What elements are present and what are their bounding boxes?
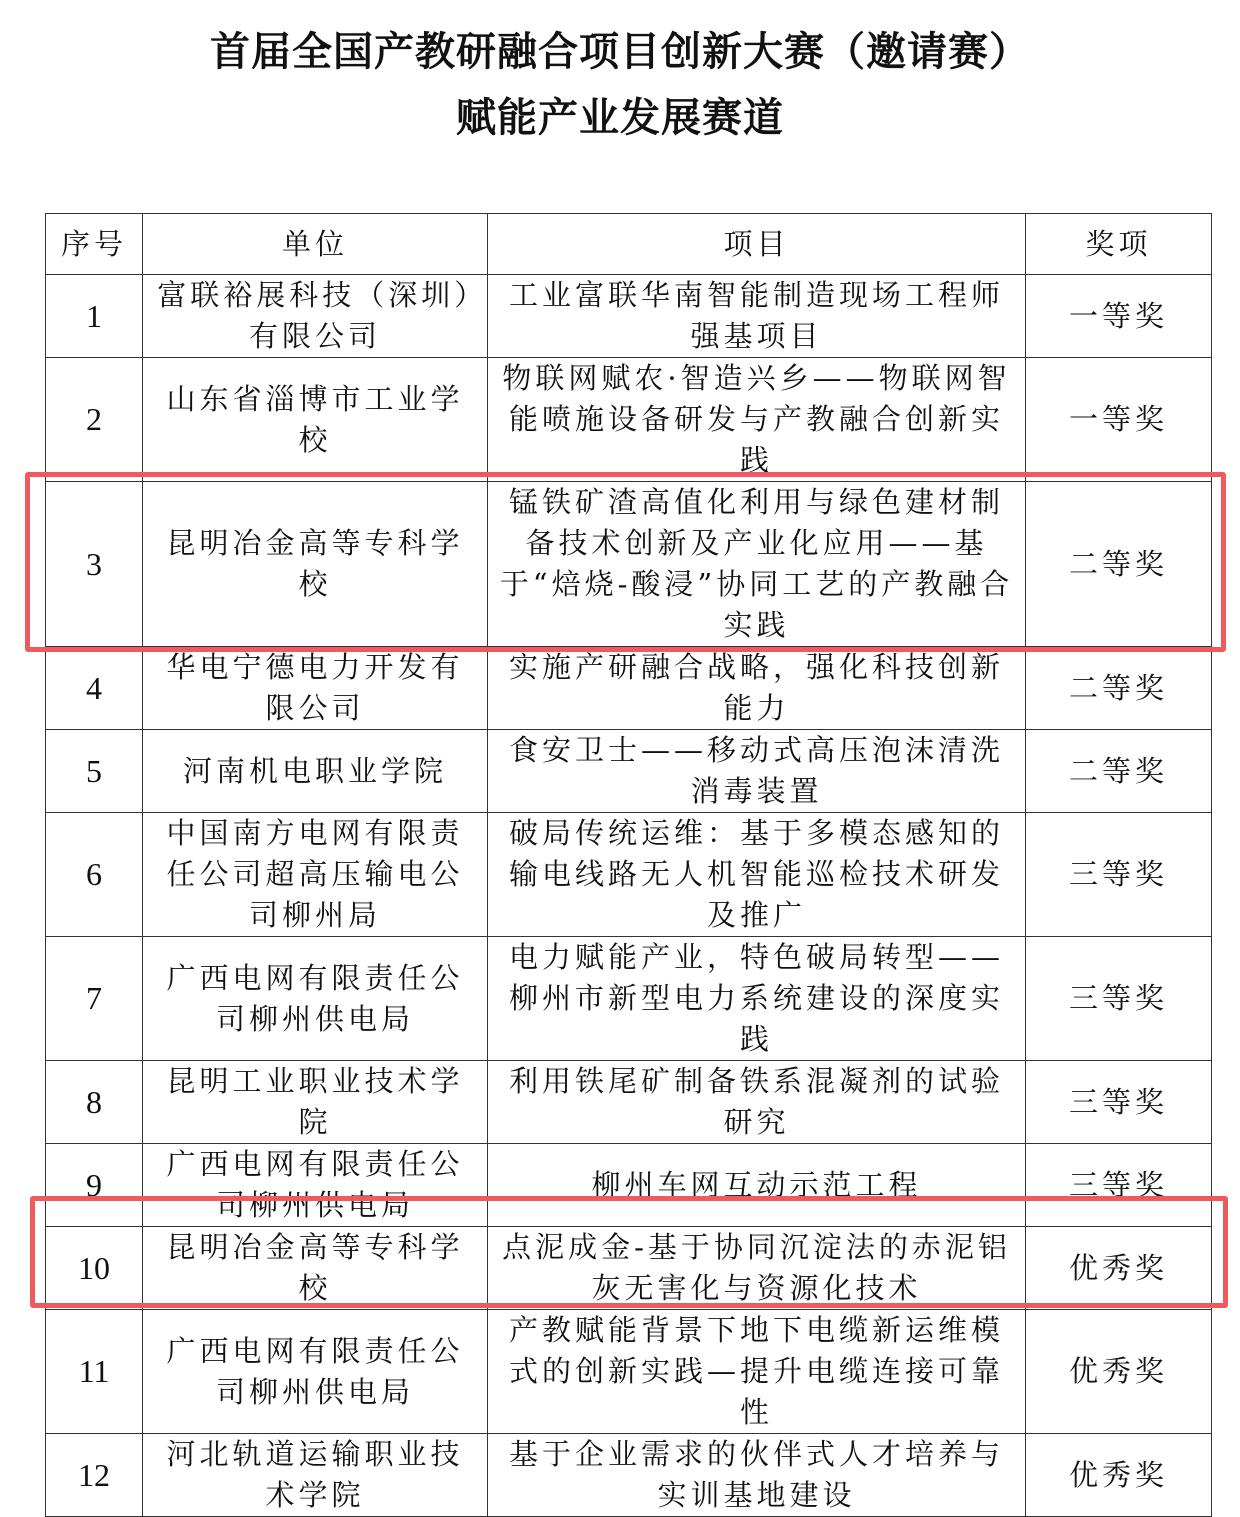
cell-project: 基于企业需求的伙伴式人才培养与实训基地建设 [488,1434,1026,1517]
cell-project: 利用铁尾矿制备铁系混凝剂的试验研究 [488,1061,1026,1144]
award-table [45,213,1212,1517]
cell-unit: 昆明冶金高等专科学校 [143,1227,488,1310]
cell-unit: 山东省淄博市工业学校 [143,358,488,482]
cell-unit: 昆明冶金高等专科学校 [143,482,488,647]
cell-project: 工业富联华南智能制造现场工程师强基项目 [488,275,1026,358]
cell-award: 三等奖 [1026,813,1212,937]
cell-award: 一等奖 [1026,358,1212,482]
cell-no: 12 [46,1434,143,1517]
cell-no: 2 [46,358,143,482]
cell-unit: 华电宁德电力开发有限公司 [143,647,488,730]
table-row [46,1061,1212,1144]
cell-award: 一等奖 [1026,275,1212,358]
cell-award: 三等奖 [1026,1144,1212,1227]
cell-unit: 中国南方电网有限责任公司超高压输电公司柳州局 [143,813,488,937]
table-row [46,482,1212,647]
table-row [46,813,1212,937]
cell-award: 二等奖 [1026,730,1212,813]
cell-award: 二等奖 [1026,482,1212,647]
cell-project: 柳州车网互动示范工程 [488,1144,1026,1227]
cell-no: 4 [46,647,143,730]
col-header-no: 序号 [46,214,143,275]
cell-no: 11 [46,1310,143,1434]
table-row [46,937,1212,1061]
cell-no: 6 [46,813,143,937]
col-header-project: 项目 [488,214,1026,275]
page-title: 首届全国产教研融合项目创新大赛（邀请赛） [210,29,1030,75]
table-row [46,275,1212,358]
cell-unit: 河南机电职业学院 [143,730,488,813]
cell-no: 5 [46,730,143,813]
cell-project: 破局传统运维：基于多模态感知的输电线路无人机智能巡检技术研发及推广 [488,813,1026,937]
table-row [46,1434,1212,1517]
page-subtitle: 赋能产业发展赛道 [456,95,784,141]
cell-award: 三等奖 [1026,937,1212,1061]
cell-award: 二等奖 [1026,647,1212,730]
cell-unit: 富联裕展科技（深圳）有限公司 [143,275,488,358]
cell-no: 10 [46,1227,143,1310]
cell-no: 3 [46,482,143,647]
table-row [46,1310,1212,1434]
cell-project: 电力赋能产业，特色破局转型——柳州市新型电力系统建设的深度实践 [488,937,1026,1061]
cell-award: 优秀奖 [1026,1310,1212,1434]
cell-project: 点泥成金-基于协同沉淀法的赤泥铝灰无害化与资源化技术 [488,1227,1026,1310]
cell-unit: 广西电网有限责任公司柳州供电局 [143,937,488,1061]
cell-project: 食安卫士——移动式高压泡沫清洗消毒装置 [488,730,1026,813]
table-row [46,1227,1212,1310]
col-header-unit: 单位 [143,214,488,275]
table-row [46,1144,1212,1227]
cell-project: 产教赋能背景下地下电缆新运维模式的创新实践—提升电缆连接可靠性 [488,1310,1026,1434]
cell-project: 物联网赋农·智造兴乡——物联网智能喷施设备研发与产教融合创新实践 [488,358,1026,482]
cell-no: 7 [46,937,143,1061]
table-row [46,730,1212,813]
cell-unit: 昆明工业职业技术学院 [143,1061,488,1144]
cell-unit: 广西电网有限责任公司柳州供电局 [143,1310,488,1434]
cell-no: 1 [46,275,143,358]
col-header-award: 奖项 [1026,214,1212,275]
table-row [46,647,1212,730]
cell-unit: 河北轨道运输职业技术学院 [143,1434,488,1517]
cell-no: 9 [46,1144,143,1227]
table-row [46,358,1212,482]
cell-award: 优秀奖 [1026,1434,1212,1517]
cell-no: 8 [46,1061,143,1144]
cell-award: 三等奖 [1026,1061,1212,1144]
cell-project: 实施产研融合战略，强化科技创新能力 [488,647,1026,730]
cell-award: 优秀奖 [1026,1227,1212,1310]
cell-project: 锰铁矿渣高值化利用与绿色建材制备技术创新及产业化应用——基于“焙烧-酸浸”协同工艺的产教融合实践 [488,482,1026,647]
cell-unit: 广西电网有限责任公司柳州供电局 [143,1144,488,1227]
table-header-row [46,214,1212,275]
